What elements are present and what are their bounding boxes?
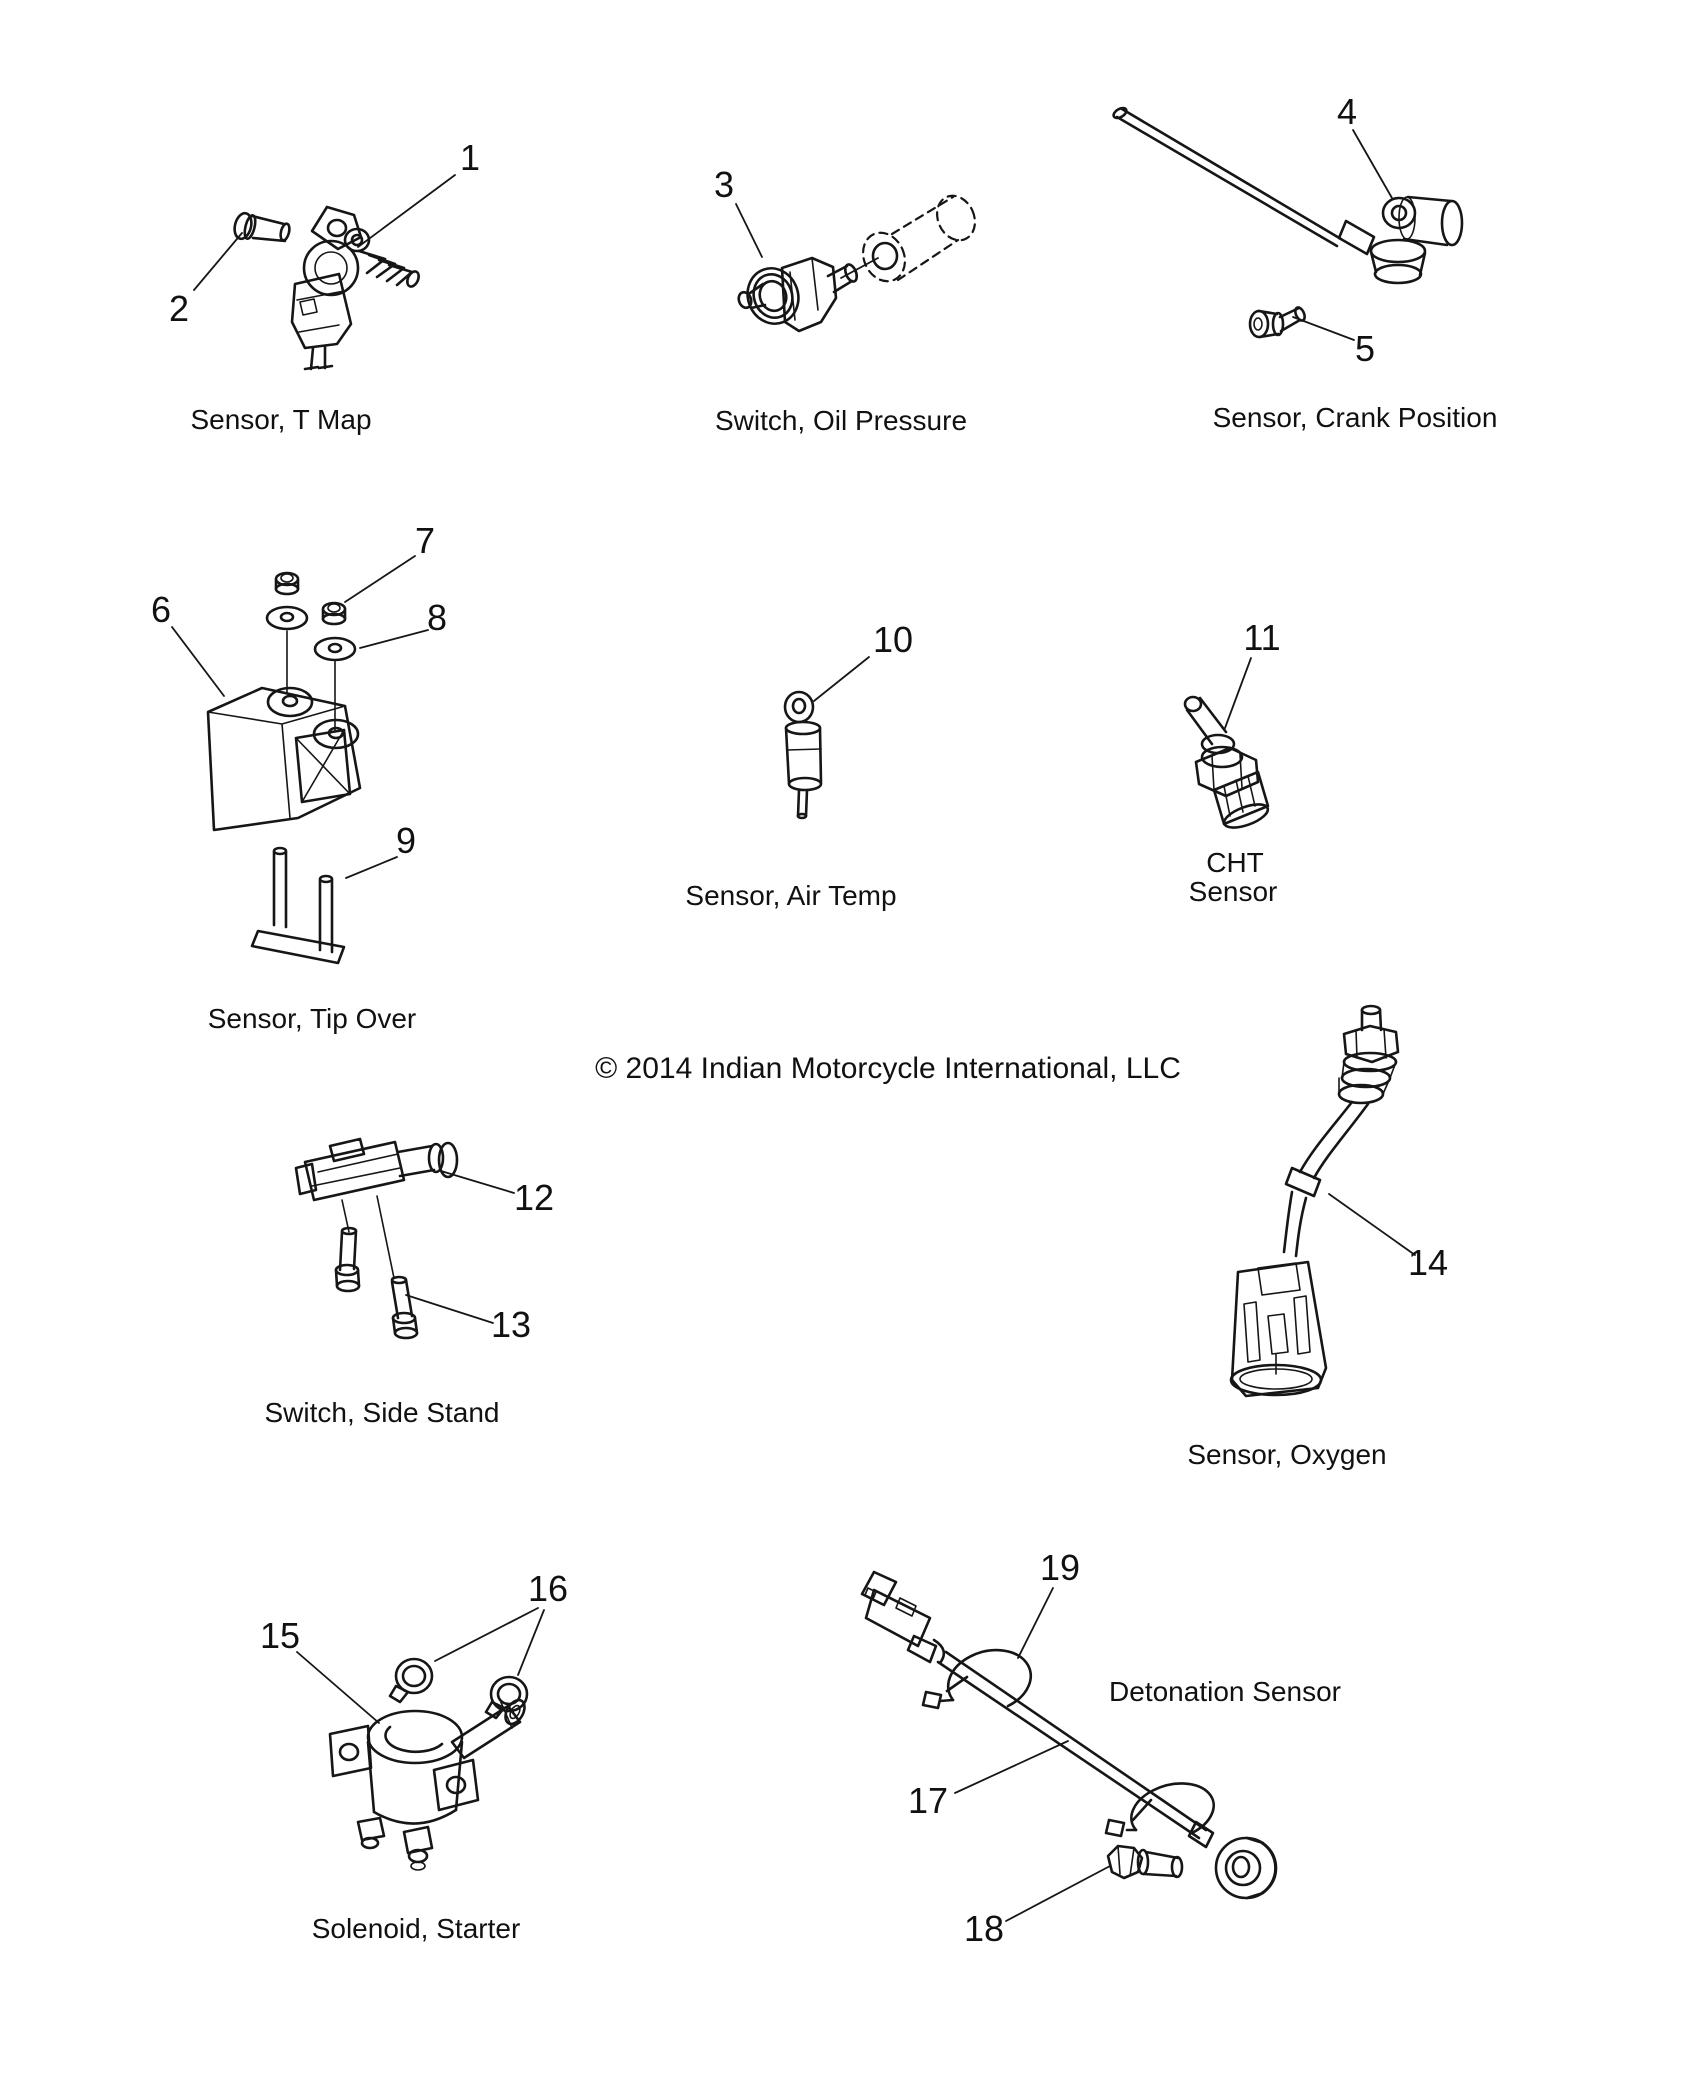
leader-line-13 xyxy=(406,1295,493,1323)
leader-line-14 xyxy=(1329,1194,1415,1255)
part-label-oxygen: Sensor, Oxygen xyxy=(1187,1439,1387,1470)
detonation-sensor-drawing xyxy=(862,1547,1341,1949)
side-stand-switch-drawing xyxy=(264,1139,554,1428)
leader-line-11 xyxy=(1225,658,1251,728)
leader-line-10 xyxy=(814,657,869,701)
leader-line-7 xyxy=(345,556,415,602)
callout-number-13: 13 xyxy=(490,1304,532,1345)
callout-number-2: 2 xyxy=(168,288,190,329)
air-temp-sensor-drawing xyxy=(685,619,913,911)
part-label-cht-line1: CHT xyxy=(1206,847,1264,878)
callout-number-3: 3 xyxy=(713,164,735,205)
t-map-sensor-drawing xyxy=(169,137,480,435)
leader-line-5 xyxy=(1293,317,1354,340)
leader-line-2 xyxy=(194,233,242,290)
leader-line-8 xyxy=(360,630,428,648)
tip-over-sensor-drawing xyxy=(151,520,447,1034)
part-label-t-map: Sensor, T Map xyxy=(190,404,372,435)
part-label-cht-line2: Sensor xyxy=(1188,876,1278,907)
callout-number-19: 19 xyxy=(1039,1547,1081,1588)
oil-pressure-connector-dashed-drawing xyxy=(856,190,982,288)
callout-number-5: 5 xyxy=(1354,328,1376,369)
callout-number-14: 14 xyxy=(1407,1242,1449,1283)
detonation-bolt-drawing xyxy=(1108,1846,1182,1878)
crank-sensor-bolt-drawing xyxy=(1250,306,1307,337)
callout-number-9: 9 xyxy=(395,820,417,861)
callout-number-6: 6 xyxy=(150,589,172,630)
callout-number-4: 4 xyxy=(1336,91,1358,132)
callout-number-17: 17 xyxy=(907,1780,949,1821)
callout-number-10: 10 xyxy=(872,619,914,660)
cht-sensor-drawing xyxy=(1185,617,1281,907)
leader-line-6 xyxy=(172,627,224,696)
callout-number-11: 11 xyxy=(1243,617,1281,658)
callout-number-12: 12 xyxy=(513,1177,555,1218)
tip-over-bracket-pins-drawing xyxy=(252,848,344,963)
t-map-bolt-drawing xyxy=(232,211,291,241)
callout-number-16: 16 xyxy=(527,1568,569,1609)
leader-line-19 xyxy=(1018,1588,1053,1658)
part-label-starter-solenoid: Solenoid, Starter xyxy=(311,1913,521,1944)
part-label-oil-pressure: Switch, Oil Pressure xyxy=(714,405,968,436)
part-label-detonation: Detonation Sensor xyxy=(1109,1676,1341,1707)
leader-line-17 xyxy=(955,1741,1068,1793)
crank-position-sensor-drawing xyxy=(1112,91,1497,433)
side-stand-bolts-drawing xyxy=(336,1228,417,1338)
part-label-crank-position: Sensor, Crank Position xyxy=(1212,402,1498,433)
leader-line-12 xyxy=(441,1171,514,1193)
part-label-tip-over: Sensor, Tip Over xyxy=(207,1003,417,1034)
oxygen-sensor-drawing xyxy=(1187,1006,1448,1470)
copyright-notice: © 2014 Indian Motorcycle International, LLC xyxy=(595,1052,1181,1085)
starter-solenoid-drawing xyxy=(260,1568,568,1944)
callout-number-18: 18 xyxy=(963,1908,1005,1949)
tip-over-nuts-drawing xyxy=(276,573,345,624)
leader-line-16b xyxy=(518,1610,544,1675)
callout-number-15: 15 xyxy=(259,1615,301,1656)
part-label-air-temp: Sensor, Air Temp xyxy=(685,880,897,911)
leader-line-1 xyxy=(358,175,455,247)
part-label-side-stand: Switch, Side Stand xyxy=(264,1397,500,1428)
callout-number-1: 1 xyxy=(459,137,481,178)
callout-number-8: 8 xyxy=(426,597,448,638)
leader-line-3 xyxy=(736,204,762,257)
leader-line-15 xyxy=(297,1652,379,1723)
leader-line-9 xyxy=(346,857,397,878)
leader-line-4 xyxy=(1353,130,1392,198)
leader-line-16a xyxy=(435,1608,538,1661)
oil-pressure-switch-drawing xyxy=(714,164,982,436)
leader-line-18 xyxy=(1006,1866,1110,1921)
callout-number-7: 7 xyxy=(414,520,436,561)
